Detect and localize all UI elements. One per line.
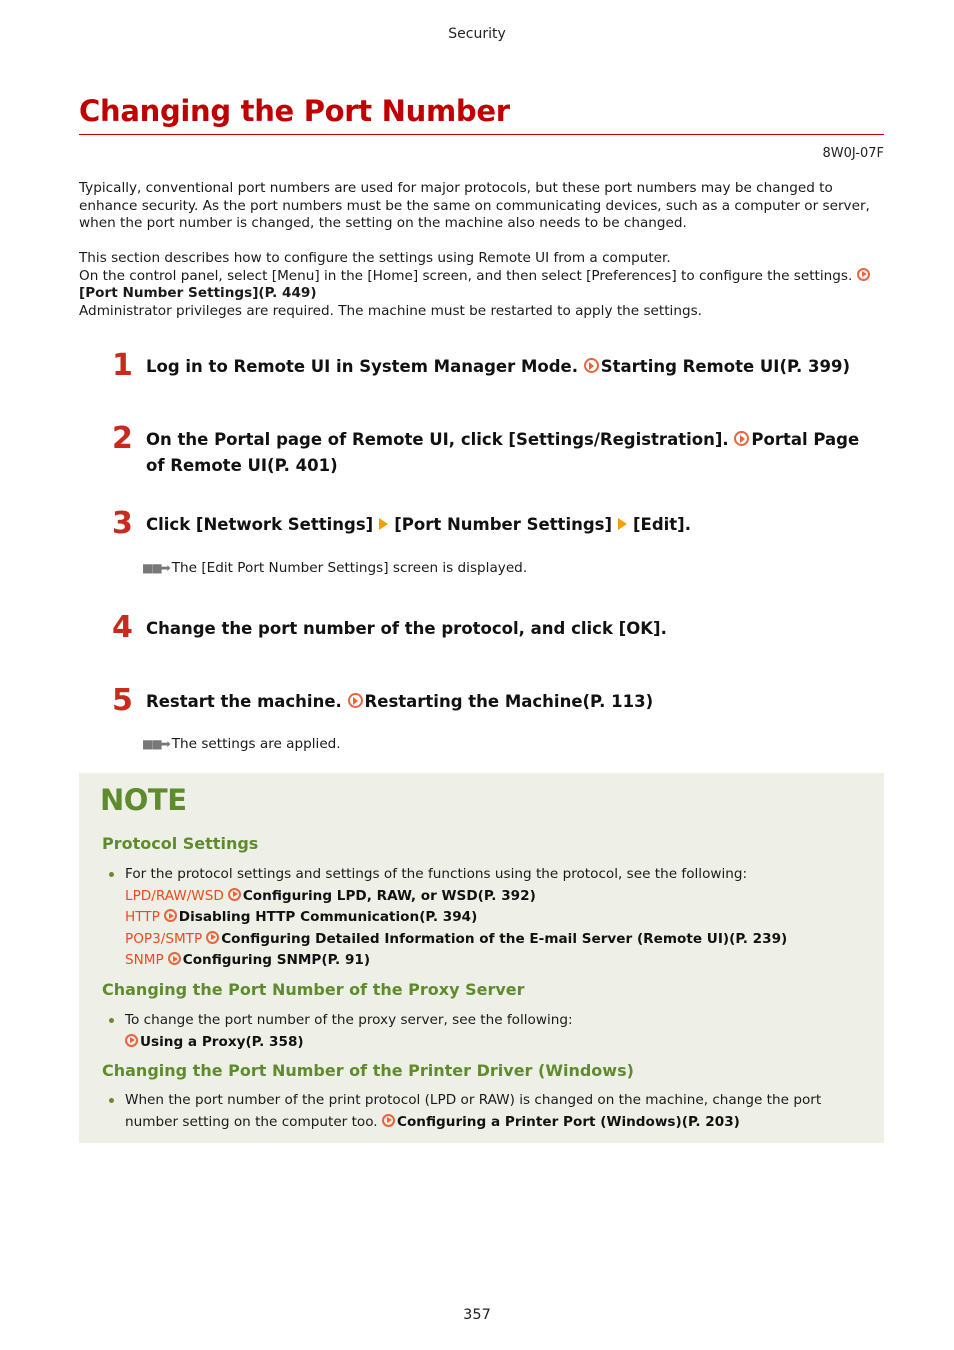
step-text: Log in to Remote UI in System Manager Mode. Starting Remote UI(P. 399) (146, 357, 851, 376)
arrow-right-icon (618, 518, 627, 530)
intro-line: This section describes how to configure the settings using Remote UI from a computer. (79, 250, 671, 266)
portal-page-link[interactable]: Portal Page of Remote UI(P. 401) (146, 430, 860, 475)
protocol-link-row[interactable]: POP3/SMTP Configuring Detailed Information of the E-mail Server (Remote UI)(P. 239) (125, 930, 788, 947)
link-arrow-icon (206, 931, 219, 944)
intro-paragraph-2 (79, 250, 879, 320)
link-arrow-icon (382, 1114, 395, 1127)
note-heading: Changing the Port Number of the Printer Driver (Windows) (102, 1061, 634, 1080)
intro-line: enhance security. As the port numbers must be the same on communicating devices, such as a computer or server, (79, 197, 870, 214)
note-body: For the protocol settings and settings of the functions using the protocol, see the following: LPD/RAW/WSD Configuring LPD, RAW, or WSD(P. 392) HTTP Disabling HTTP Communication(P. 394) POP3/SMTP Configuring Detailed Information of the E-mail Server (Remote UI)(P. 239) SNMP Configuring SNMP(P. 91) (125, 864, 865, 972)
step-text: Change the port number of the protocol, and click [OK]. (146, 619, 667, 638)
intro-paragraph-1 (79, 180, 879, 233)
page-title: Changing the Port Number (79, 94, 510, 128)
intro-line: Administrator privileges are required. The machine must be restarted to apply the settings. (79, 302, 702, 319)
bullet (109, 872, 114, 877)
using-proxy-link[interactable]: Using a Proxy(P. 358) (125, 1032, 865, 1054)
step-5-result: ■■➡ The settings are applied. (142, 736, 341, 752)
running-header: Security (448, 26, 506, 42)
title-rule (79, 134, 884, 135)
note-body: To change the port number of the proxy server, see the following: Using a Proxy(P. 358) (125, 1010, 865, 1053)
arrow-right-icon (379, 518, 388, 530)
starting-remote-ui-link[interactable]: Starting Remote UI(P. 399) (600, 357, 851, 376)
link-arrow-icon (857, 268, 870, 281)
link-arrow-icon (125, 1034, 138, 1047)
intro-line (79, 268, 879, 286)
intro-line: when the port number is changed, the setting on the machine also needs to be changed. (79, 215, 687, 231)
step-text: Click [Network Settings] [Port Number Settings] [Edit]. (146, 515, 691, 534)
step-number: 1 (112, 348, 133, 383)
bullet (109, 1098, 114, 1103)
link-arrow-icon (584, 358, 599, 373)
note-box (79, 773, 884, 1143)
page-number: 357 (463, 1307, 491, 1323)
protocol-link-row[interactable]: HTTP Disabling HTTP Communication(P. 394) (125, 909, 478, 925)
result-arrow-icon: ■■➡ (142, 737, 169, 751)
step-number: 5 (112, 683, 133, 718)
link-arrow-icon (164, 909, 177, 922)
document-id: 8W0J-07F (822, 146, 884, 161)
intro-text: On the control panel, select [Menu] in the [Home] screen, and then select [Preferences] to configure the settings. (79, 267, 853, 284)
bullet (109, 1018, 114, 1023)
protocol-link-row[interactable]: LPD/RAW/WSD Configuring LPD, RAW, or WSD(P. 392) (125, 887, 536, 904)
intro-line: Typically, conventional port numbers are used for major protocols, but these port numbers may be changed to (79, 180, 833, 196)
link-arrow-icon (228, 888, 241, 901)
step-number: 2 (112, 421, 133, 456)
printer-port-link[interactable]: Configuring a Printer Port (Windows)(P. 203) (396, 1113, 740, 1130)
link-arrow-icon (734, 431, 749, 446)
note-body: When the port number of the print protocol (LPD or RAW) is changed on the machine, change the port number setting on the computer too. Configuring a Printer Port (Windows)(P. 203) (125, 1092, 822, 1130)
step-3-result: ■■➡ The [Edit Port Number Settings] screen is displayed. (142, 560, 528, 576)
restarting-machine-link[interactable]: Restarting the Machine(P. 113) (364, 692, 654, 711)
step-text: Restart the machine. Restarting the Machine(P. 113) (146, 692, 654, 711)
note-heading: Protocol Settings (102, 834, 259, 853)
note-heading: Changing the Port Number of the Proxy Server (102, 980, 525, 999)
step-text: On the Portal page of Remote UI, click [Settings/Registration]. Portal Page of Remote UI(P. 401) (146, 430, 860, 475)
note-title: NOTE (100, 783, 187, 817)
step-number: 4 (112, 610, 133, 645)
port-number-settings-link[interactable]: [Port Number Settings](P. 449) (79, 285, 317, 301)
protocol-link-row[interactable]: SNMP Configuring SNMP(P. 91) (125, 952, 371, 968)
link-arrow-icon (348, 693, 363, 708)
link-arrow-icon (168, 952, 181, 965)
result-arrow-icon: ■■➡ (142, 561, 169, 575)
step-number: 3 (112, 506, 133, 541)
